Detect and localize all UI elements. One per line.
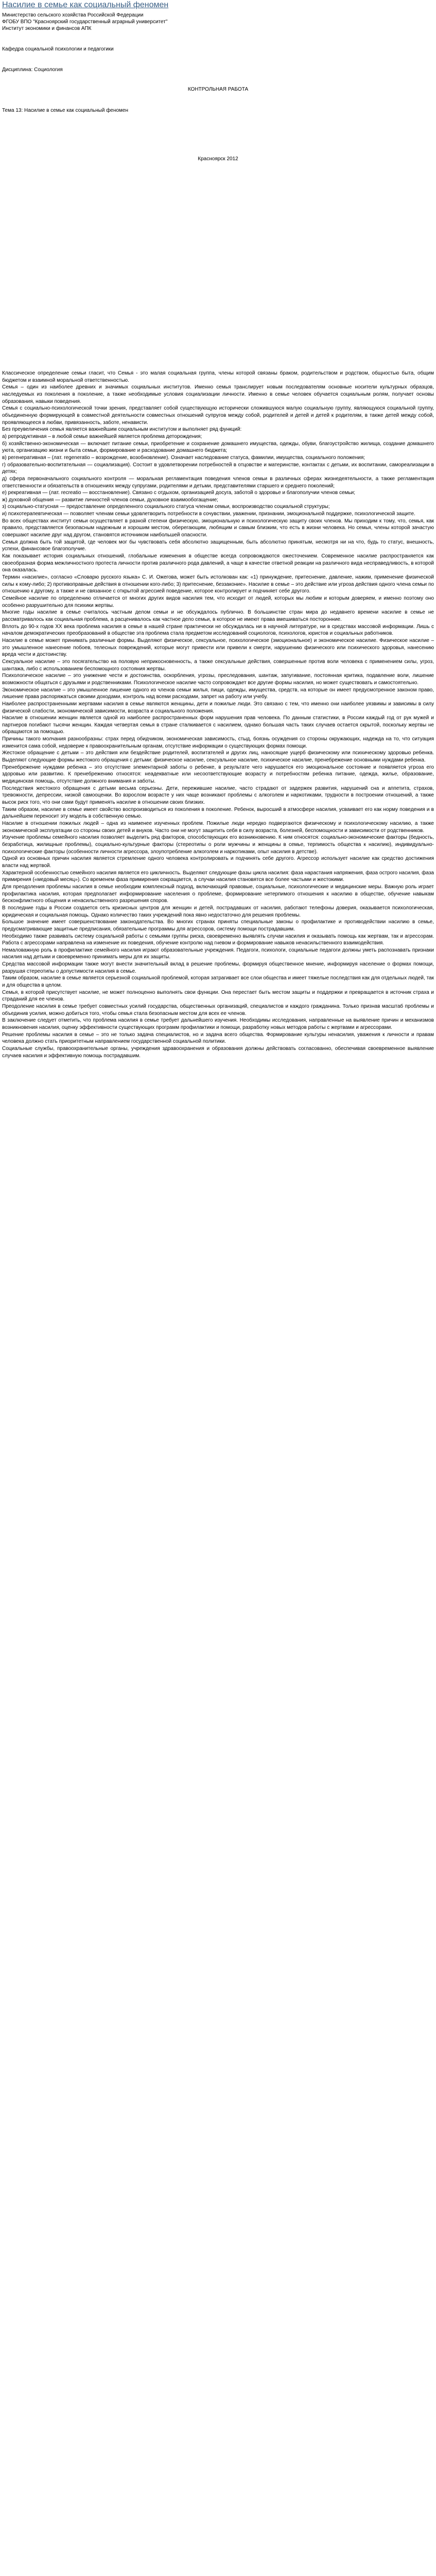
paragraph: Насилие в отношении пожилых людей – одна из наименее изученных проблем. Пожилые люди нередко подвергаются физическому и психологическому насилию, а также экономической эксплуатации со стороны своих детей и внуков. Часто они не могут защитить себя в силу возраста, болезней, беспомощности и зависимости от родственников.	[2, 821, 434, 834]
paragraph: Термин «насилие», согласно «Словарю русского языка» С. И. Ожегова, может быть истолкован как: «1) принуждение, притеснение, давление, нажим, применение физической силы к кому-либо; 2) противоправные действия в отношении кого-либо; 3) притеснение, беззаконие». Насилие в семье – это действие или угроза действия одного члена семьи по отношению к другому, а также и не связанное с открытой агрессией поведение, которое контролирует и подчиняет себе другого.	[2, 574, 434, 595]
paragraph: Экономическое насилие – это умышленное лишение одного из членов семьи жилья, пищи, одежды, имущества, средств, на которые он имеет предусмотренное законом право, лишение права распоряжаться своими доходами, контроль над всеми расходами, запрет на работу или учебу.	[2, 687, 434, 700]
topic-line: Тема 13: Насилие в семье как социальный феномен	[2, 108, 129, 113]
paragraph: Жестокое обращение с детьми – это действия или бездействие родителей, воспитателей и других лиц, наносящие ущерб физическому или психическому здоровью ребенка. Выделяют следующие формы жестокого обращения с детьми: физическое насилие, сексуальное насилие, психическое насилие, пренебрежение основными нуждами ребенка.	[2, 750, 434, 764]
page-title[interactable]: Насилие в семье как социальный феномен	[2, 1, 169, 9]
paragraph: Таким образом, насилие в семье является серьезной социальной проблемой, которая затрагивает все слои общества и имеет тяжелые последствия как для отдельных людей, так и для общества в целом.	[2, 975, 434, 989]
paragraph: Большое значение имеет совершенствование законодательства. Во многих странах приняты специальные законы о профилактике и противодействии насилию в семье, предусматривающие защитные предписания, обязательные программы для агрессоров, систему помощи пострадавшим.	[2, 919, 434, 932]
paragraph: Немаловажную роль в профилактике семейного насилия играют образовательные учреждения. Педагоги, психологи, социальные педагоги должны уметь распознавать признаки насилия над детьми и своевременно принимать меры для их защиты.	[2, 947, 434, 960]
work-type-heading: КОНТРОЛЬНАЯ РАБОТА	[187, 87, 249, 92]
paragraph: ж) духовной общения — развитие личностей членов семьи, духовное взаимообогащение;	[2, 497, 218, 503]
paragraph: В заключение следует отметить, что проблема насилия в семье требует дальнейшего изучения. Необходимы исследования, направленные на выявление причин и механизмов возникновения насилия, оценку эффективности существующих программ профилактики и помощи, разработку новых методов работы с жертвами и агрессорами.	[2, 1018, 434, 1031]
paragraph: Семья, в которой присутствует насилие, не может полноценно выполнять свои функции. Она перестает быть местом защиты и поддержки и превращается в источник страха и страданий для ее членов.	[2, 989, 434, 1003]
department-line: Кафедра социальной психологии и педагогики	[2, 46, 114, 52]
paragraph: в) регенеративная – (лат. regeneratio – возрождение, возобновление). Означает наследование статуса, фамилии, имущества, социального положения;	[2, 454, 365, 461]
paragraph: Семья с социально-психологической точки зрения, представляет собой существующую исторически сложившуюся малую социальную группу, являющуюся социальной группу, объединенную формирующей в совместной деятельности совместных отношений супругов между собой, родителей и детей и детей к родителям, в также детей между собой, проявляющееся в любви, привязанность, заботе, ненависти.	[2, 405, 434, 426]
paragraph: Семейное насилие по определению отличается от многих других видов насилия тем, что исходит от людей, которых мы любим и которым доверяем, и именно поэтому оно особенно разрушительно для психики жертвы.	[2, 596, 434, 608]
university-line: ФГОБУ ВПО "Красноярский государственный аграрный университет"	[2, 19, 168, 25]
paragraph: з) социально-статусная — предоставление определенного социального статуса членам семьи, воспроизводство социальной структуры;	[2, 504, 330, 510]
paragraph: Семья – один из наиболее древних и значимых социальных институтов. Именно семья транслирует новым последователям основные носители культурных образцов, наследуемых из поколения в поколение, а также необходимые условия социализации личности. Именно в семье человек обучается социальным ролям, получает основы образования, навыки поведения.	[2, 384, 434, 404]
paragraph: Средства массовой информации также могут внести значительный вклад в решение проблемы, формируя общественное мнение, информируя население о формах помощи, разрушая стереотипы о допустимости насилия в семье.	[2, 961, 434, 974]
paragraph: Насилие в отношении женщин является одной из наиболее распространенных форм нарушения прав человека. По данным статистики, в России каждый год от рук мужей и партнеров погибают тысячи женщин. Каждая четвертая семья в стране сталкивается с насилием, однако большая часть таких случаев остается скрытой, поскольку жертвы не обращаются за помощью.	[2, 715, 434, 735]
paragraph: Во всех обществах институт семьи осуществляет в разной степени физическую, эмоциональную и психологическую защиту своих членов. Мы приходим к тому, что, семья, как правило, представляется безопасным надежным и хорошим местом, оберегающим, любящим и самым близким, что есть в жизни человека. Но семья, члены которой зачастую совершают насилие друг над другом, становятся источником наибольшей опасности.	[2, 518, 434, 538]
discipline-line: Дисциплина: Социология	[2, 67, 63, 73]
paragraph: Насилие в семье может принимать различные формы. Выделяют физическое, сексуальное, психологическое (эмоциональное) и экономическое насилие. Физическое насилие – это умышленное нанесение побоев, телесных повреждений, которые могут привести или привели к смерти, нарушению физического или психического здоровья, нанесению вреда чести и достоинству.	[2, 637, 434, 658]
paragraph: Как показывает история социальных отношений, глобальные изменения в обществе всегда сопровождаются ожесточением. Современное насилие распространяется как своеобразная форма межличностного протеста личности против различного рода давлений, а чаще в качестве ответной реакции на различного вида несправедливость, в которой она оказалась.	[2, 553, 434, 573]
city-year: Красноярск 2012	[198, 156, 238, 162]
paragraph: б) хозяйственно-экономическая — включает питание семьи, приобретение и сохранение домашнего имущества, одежды, обуви, благоустройство жилища, создание домашнего уюта, организацию жизни и быта семьи, формирование и расходование домашнего бюджета;	[2, 440, 434, 454]
institute-line: Институт экономики и финансов АПК	[2, 26, 92, 31]
paragraph: Вплоть до 90-х годов XX века проблема насилия в семье в нашей стране практически не обсуждалась ни в научной литературе, ни в средствах массовой информации. Лишь с началом демократических преобразований в обществе эта проблема стала предметом исследований социологов, психологов, юристов и социальных работников.	[2, 623, 434, 637]
paragraph: Многие годы насилие в семье считалось частным делом семьи и не обсуждалось публично. В большинстве стран мира до недавнего времени насилие в семье не рассматривалось как социальная проблема, а расценивалось как частное дело семьи, в которое не имеют права вмешиваться посторонние.	[2, 609, 434, 622]
paragraph: Одной из основных причин насилия является стремление одного человека контролировать и подчинять себе другого. Агрессор использует насилие как средство достижения власти над жертвой.	[2, 856, 434, 869]
article-body	[2, 370, 434, 1059]
paragraph: Наиболее распространенными жертвами насилия в семье являются женщины, дети и пожилые люди. Это связано с тем, что именно они наиболее уязвимы и зависимы в силу физической слабости, экономической зависимости, возраста и социального положения.	[2, 701, 434, 714]
paragraph: и) психотерапевтическая — позволяет членам семьи удовлетворить потребности в сочувствии, уважении, признании, эмоциональной поддержке, психологической защите.	[2, 511, 415, 517]
paragraph: Психологическое насилие – это унижение чести и достоинства, оскорбления, угрозы, преследования, шантаж, запугивание, постоянная критика, подавление воли, лишение возможности общаться с друзьями и родственниками. Психологическое насилие часто сопровождает все другие формы насилия, но может существовать и самостоятельно.	[2, 673, 434, 686]
paragraph: Пренебрежение нуждами ребенка – это отсутствие элементарной заботы о ребенке, в результате чего нарушается его эмоциональное состояние и появляется угроза его здоровью или развитию. К пренебрежению относятся: неадекватные или несоответствующие возрасту и потребностям ребенка питание, одежда, жилье, образование, медицинская помощь, отсутствие должного внимания и заботы.	[2, 764, 434, 785]
paragraph: Необходимо также развивать систему социальной работы с семьями группы риска, своевременно выявлять случаи насилия и оказывать помощь как жертвам, так и агрессорам. Работа с агрессорами направлена на изменение их поведения, обучение контролю над гневом и формирование навыков ненасильственного взаимодействия.	[2, 933, 434, 946]
paragraph: Без преувеличения семья является важнейшим социальным институтом и выполняет ряд функций:	[2, 427, 242, 433]
paragraph: Причины такого молчания разнообразны: страх перед обидчиком, экономическая зависимость, стыд, боязнь осуждения со стороны окружающих, надежда на то, что ситуация изменится сама собой, недоверие к правоохранительным органам, отсутствие информации о существующих формах помощи.	[2, 736, 434, 749]
paragraph: Характерной особенностью семейного насилия является его цикличность. Выделяют следующие фазы цикла насилия: фаза нарастания напряжения, фаза острого насилия, фаза примирения («медовый месяц»). Со временем фаза примирения сокращается, а случаи насилия становятся все более частыми и жестокими.	[2, 870, 434, 883]
paragraph: Таким образом, насилие в семье имеет свойство воспроизводиться из поколения в поколение. Ребенок, выросший в атмосфере насилия, усваивает его как норму поведения и в дальнейшем переносит эту модель в собственную семью.	[2, 806, 434, 820]
paragraph: Социальные службы, правоохранительные органы, учреждения здравоохранения и образования должны действовать согласованно, обеспечивая своевременное выявление случаев насилия и эффективную помощь пострадавшим.	[2, 1046, 434, 1059]
paragraph: е) рекреативная — (лат. recreatio — восстановление). Связано с отдыхом, организацией досуга, заботой о здоровье и благополучии членов семьи;	[2, 490, 356, 496]
paragraph: Классическое определение семьи гласит, что Семья - это малая социальная группа, члены которой связаны браком, родительством и родством, общностью быта, общим бюджетом и взаимной моральной ответственностью.	[2, 370, 434, 383]
paragraph: Изучение проблемы семейного насилия позволяет выделить ряд факторов, способствующих его возникновению. К ним относятся: социально-экономические факторы (бедность, безработица, жилищные проблемы), социально-культурные факторы (стереотипы о роли мужчины и женщины в семье, терпимость общества к насилию), индивидуально-психологические факторы (особенности личности агрессора, злоупотребление алкоголем и наркотиками, опыт насилия в детстве).	[2, 835, 434, 855]
paragraph: д) сфера первоначального социального контроля — моральная регламентация поведения членов семьи в различных сферах жизнедеятельности, а также регламентация ответственности и обязательств в отношениях между супругами, родителями и детьми, представителями старшего и среднего поколений;	[2, 476, 434, 489]
paragraph: В последние годы в России создается сеть кризисных центров для женщин и детей, пострадавших от насилия, работают телефоны доверия, оказывается психологическая, юридическая и социальная помощь. Однако количество таких учреждений пока явно недостаточно для решения проблемы.	[2, 905, 434, 918]
paragraph: Последствия жестокого обращения с детьми весьма серьезны. Дети, пережившие насилие, часто страдают от задержек развития, нарушений сна и аппетита, страхов, тревожности, депрессии, низкой самооценки. Во взрослом возрасте у них чаще возникают проблемы с алкоголем и наркотиками, трудности в построении отношений, а также высок риск того, что они сами будут применять насилие в отношении своих близких.	[2, 785, 434, 806]
paragraph: г) образовательно-воспитательная — социализация). Состоит в удовлетворении потребностей в отцовстве и материнстве, контактах с детьми, их воспитании, самореализации в детях;	[2, 462, 434, 475]
paragraph: Сексуальное насилие – это посягательство на половую неприкосновенность, а также сексуальные действия, совершенные против воли человека с применением силы, угроз, шантажа, либо с использованием беспомощного состояния жертвы.	[2, 658, 434, 672]
paragraph: Преодоление насилия в семье требует совместных усилий государства, общественных организаций, специалистов и каждого гражданина. Только признав масштаб проблемы и объединив усилия, можно добиться того, чтобы семья стала безопасным местом для всех ее членов.	[2, 1004, 434, 1016]
paragraph: Решение проблемы насилия в семье – это не только задача специалистов, но и задача всего общества. Формирование культуры ненасилия, уважения к личности и правам человека должно стать приоритетным направлением государственной социальной политики.	[2, 1031, 434, 1045]
paragraph: а) репродуктивная – в любой семье важнейшей является проблема деторождения;	[2, 433, 202, 439]
ministry-line: Министерство сельского хозяйства Российской Федерации	[2, 12, 144, 18]
paragraph: Для преодоления проблемы насилия в семье необходим комплексный подход, включающий правовые, социальные, психологические и медицинские меры. Важную роль играет профилактика насилия, которая предполагает информирование населения о проблеме, формирование нетерпимого отношения к насилию в обществе, обучение навыкам бесконфликтного общения и ненасильственного разрешения споров.	[2, 884, 434, 904]
paragraph: Семья должна быть той защитой, где человек мог бы чувствовать себя абсолютно защищенным, быть абсолютно принятым, несмотря ни на что, будь то статус, внешность, успехи, финансовое благополучие.	[2, 539, 434, 552]
